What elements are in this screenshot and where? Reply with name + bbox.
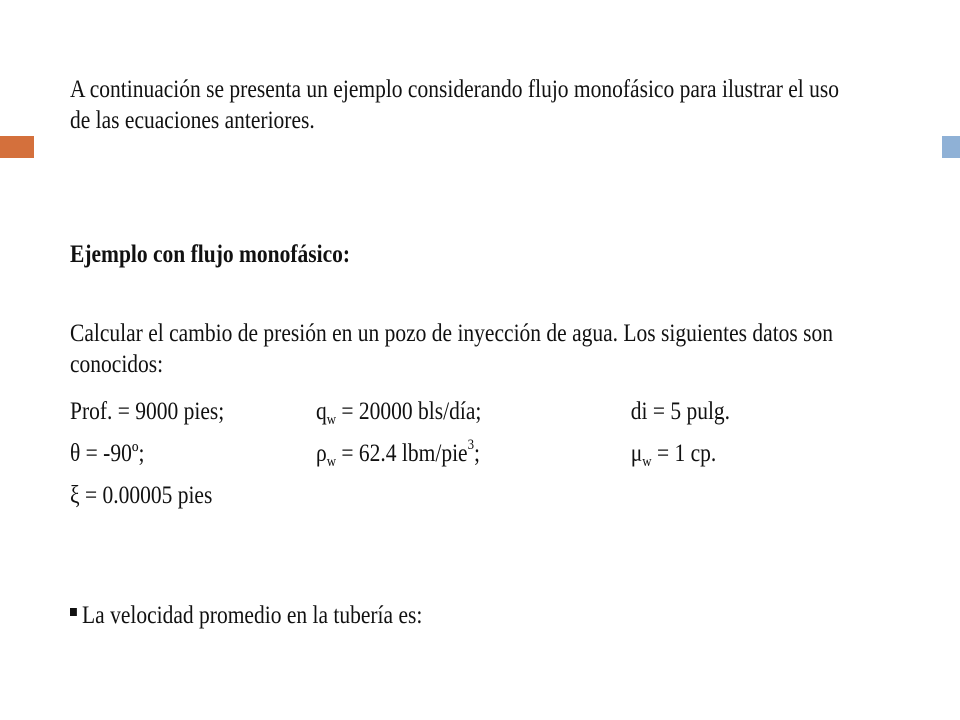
flow-rate-text: = 20000 bls/día; — [336, 398, 482, 425]
density-exponent: 3 — [467, 437, 475, 453]
viscosity-subscript: w — [642, 454, 652, 470]
problem-line-2: conocidos: — [70, 351, 164, 378]
problem-line-1: Calcular el cambio de presión en un pozo de inyección de agua. Los siguientes datos son — [70, 320, 834, 347]
angle-value: θ = -90º; — [70, 440, 145, 467]
bullet-text: La velocidad promedio en la tubería es: — [82, 602, 423, 629]
viscosity-text: = 1 cp. — [651, 440, 717, 467]
accent-bar-left — [0, 136, 34, 158]
depth-value: Prof. = 9000 pies; — [70, 398, 225, 425]
viscosity-symbol: μ — [630, 440, 643, 467]
roughness-value: ξ = 0.00005 pies — [70, 482, 213, 509]
flow-rate-subscript: w — [326, 412, 337, 428]
example-heading: Ejemplo con flujo monofásico: — [70, 241, 351, 268]
bullet-item — [70, 600, 422, 631]
problem-statement — [70, 318, 844, 380]
density-end: ; — [474, 440, 481, 467]
square-bullet-icon — [70, 608, 77, 616]
flow-rate-symbol: q — [315, 398, 327, 425]
data-row-1 — [70, 396, 844, 427]
inner-diameter-value: di = 5 pulg. — [630, 398, 731, 425]
density-subscript: w — [326, 454, 337, 470]
density-symbol: ρ — [315, 440, 327, 467]
density-text: = 62.4 lbm/pie — [336, 440, 468, 467]
accent-bar-right — [942, 136, 960, 158]
density-value — [316, 438, 480, 469]
data-row-3 — [70, 480, 844, 511]
intro-paragraph — [70, 74, 844, 136]
intro-line-2: de las ecuaciones anteriores. — [70, 107, 315, 134]
viscosity-value — [631, 438, 717, 469]
flow-rate-value — [316, 396, 481, 427]
intro-line-1: A continuación se presenta un ejemplo considerando flujo monofásico para ilustrar el uso — [70, 76, 840, 103]
data-row-2 — [70, 438, 844, 469]
